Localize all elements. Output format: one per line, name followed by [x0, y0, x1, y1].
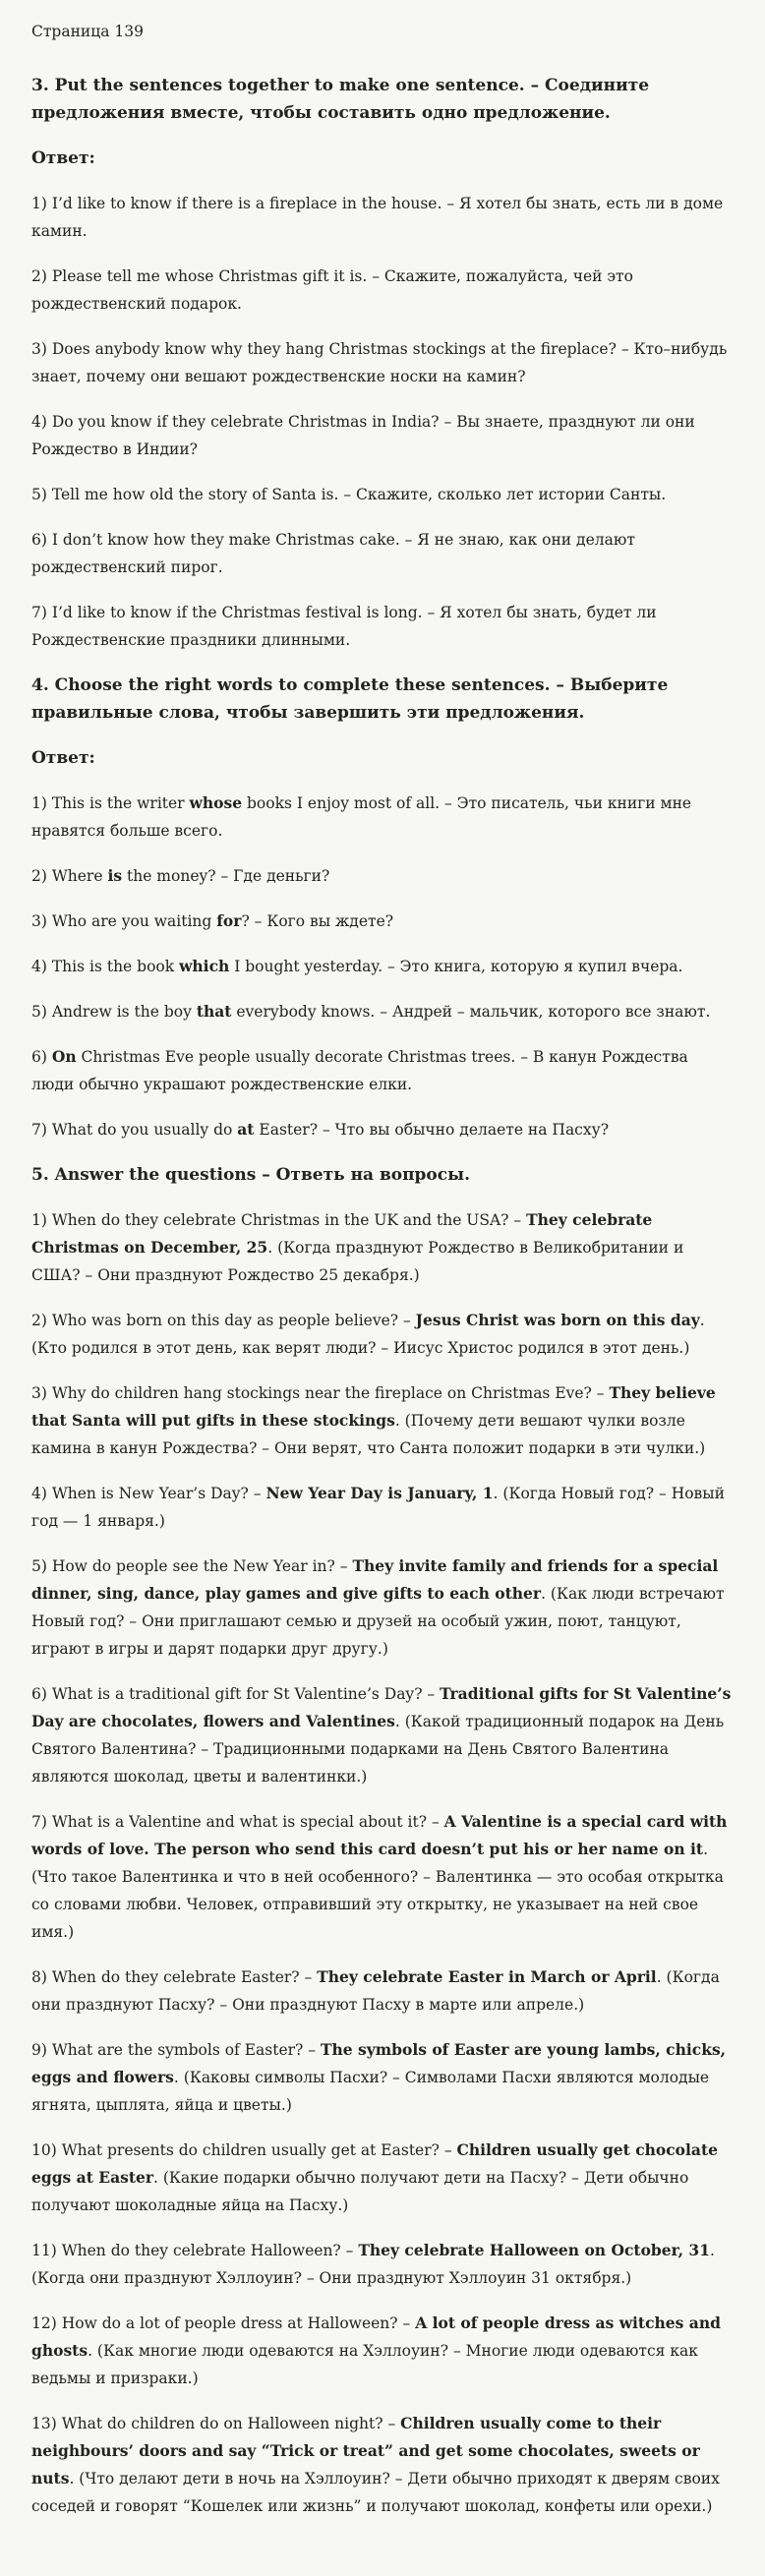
ex4-item-4-answer: which [179, 957, 230, 975]
ex5-item-6-question: 6) What is a traditional gift for St Valentine’s Day? – [31, 1685, 441, 1703]
ex5-item-8-translation: . (Когда они празднуют Пасху? – Они празднуют Пасху в марте или апреле.) [31, 1968, 720, 2014]
ex5-item-13-answer: Children usually come to their neighbours’ doors and say “Trick or treat” and get some chocolates, sweets or nuts [31, 2414, 700, 2488]
ex4-item-5-pre: 5) Andrew is the boy [31, 1003, 197, 1021]
ex5-item-6 [31, 1680, 734, 1790]
ex5-item-5-translation: . (Как люди встречают Новый год? – Они приглашают семью и друзей на особый ужин, поют, танцуют, играют в игры и дарят подарки друг другу.) [31, 1585, 725, 1658]
ex5-item-7-question: 7) What is a Valentine and what is special about it? – [31, 1813, 444, 1831]
ex4-item-6-post: Christmas Eve people usually decorate Christmas trees. – В канун Рождества люди обычно украшают рождественские елки. [31, 1048, 688, 1093]
ex5-item-4-question: 4) When is New Year’s Day? – [31, 1485, 266, 1502]
ex4-item-5-post: everybody knows. – Андрей – мальчик, которого все знают. [231, 1003, 711, 1021]
ex4-item-6-pre: 6) [31, 1048, 52, 1066]
ex5-item-9-question: 9) What are the symbols of Easter? – [31, 2041, 321, 2059]
ex5-item-8 [31, 1963, 734, 2019]
ex4-item-4 [31, 953, 734, 980]
ex4-item-7-pre: 7) What do you usually do [31, 1121, 238, 1139]
ex4-item-5 [31, 998, 734, 1025]
ex5-item-2-translation: . (Кто родился в этот день, как верят люди? – Иисус Христос родился в этот день.) [31, 1312, 705, 1357]
ex5-item-3-question: 3) Why do children hang stockings near the fireplace on Christmas Eve? – [31, 1384, 610, 1402]
ex4-item-7-post: Easter? – Что вы обычно делаете на Пасху? [254, 1121, 610, 1139]
ex4-item-1 [31, 790, 734, 845]
ex5-item-12 [31, 2310, 734, 2392]
ex5-item-10-translation: . (Какие подарки обычно получают дети на Пасху? – Дети обычно получают шоколадные яйца на Пасху.) [31, 2169, 689, 2214]
ex4-item-2 [31, 862, 734, 890]
ex5-item-1-answer: They celebrate Christmas on December, 25 [31, 1210, 653, 1257]
ex4-item-3-answer: for [216, 911, 242, 930]
ex3-item-2: 2) Please tell me whose Christmas gift it is. – Скажите, пожалуйста, чей это рождественский подарок. [31, 267, 633, 313]
ex5-item-11-translation: . (Когда они празднуют Хэллоуин? – Они празднуют Хэллоуин 31 октября.) [31, 2242, 715, 2287]
ex5-item-9-answer: The symbols of Easter are young lambs, chicks, eggs and flowers [31, 2040, 727, 2086]
ex5-item-7 [31, 1808, 734, 1946]
ex4-item-3-pre: 3) Who are you waiting [31, 912, 217, 930]
ex5-item-13 [31, 2410, 734, 2520]
ex5-item-12-answer: A lot of people dress as witches and ghosts [31, 2313, 721, 2360]
exercise-5-heading: 5. Answer the questions – Ответь на вопросы. [31, 1165, 471, 1185]
ex3-item-3: 3) Does anybody know why they hang Christmas stockings at the fireplace? – Кто–нибудь знает, почему они вешают рождественские носки на камин? [31, 340, 728, 385]
page-label: Страница 139 [31, 23, 144, 40]
ex5-item-7-translation: . (Что такое Валентинка и что в ней особенного? – Валентинка — это особая открытка со словами любви. Человек, отправивший эту открытку, не указывает на ней свое имя.) [31, 1841, 724, 1941]
ex4-item-1-post: books I enjoy most of all. – Это писатель, чьи книги мне нравятся больше всего. [31, 794, 692, 840]
ex3-item-6: 6) I don’t know how they make Christmas cake. – Я не знаю, как они делают рождественский пирог. [31, 531, 635, 576]
ex5-item-5-question: 5) How do people see the New Year in? – [31, 1557, 353, 1575]
ex4-item-4-post: I bought yesterday. – Это книга, которую я купил вчера. [229, 958, 683, 975]
ex5-item-6-translation: . (Какой традиционный подарок на День Святого Валентина? – Традиционными подарками на День Святого Валентина являются шоколад, цветы и валентинки.) [31, 1713, 725, 1786]
ex5-item-3-answer: They believe that Santa will put gifts in these stockings [31, 1383, 716, 1430]
ex4-item-2-post: the money? – Где деньги? [122, 867, 330, 885]
ex5-item-11 [31, 2237, 734, 2292]
ex5-item-4-answer: New Year Day is January, 1 [265, 1484, 494, 1502]
ex4-item-6 [31, 1043, 734, 1098]
exercise-3-heading: 3. Put the sentences together to make one sentence. – Соедините предложения вместе, чтобы составить одно предложение. [31, 76, 650, 123]
ex4-item-1-answer: whose [189, 793, 243, 812]
ex3-item-1: 1) I’d like to know if there is a fireplace in the house. – Я хотел бы знать, есть ли в доме камин. [31, 195, 724, 240]
ex5-item-13-translation: . (Что делают дети в ночь на Хэллоуин? – Дети обычно приходят к дверям своих соседей и говорят “Кошелек или жизнь” и получают шоколад, конфеты или орехи.) [31, 2470, 720, 2515]
ex5-item-4 [31, 1480, 734, 1535]
exercise-4 [31, 672, 734, 1143]
ex3-item-7: 7) I’d like to know if the Christmas festival is long. – Я хотел бы знать, будет ли Рождественские праздники длинными. [31, 604, 657, 649]
exercise-4-answer-label: Ответ: [31, 748, 95, 768]
exercise-4-heading: 4. Choose the right words to complete these sentences. – Выберите правильные слова, чтобы завершить эти предложения. [31, 675, 669, 723]
exercise-5 [31, 1161, 734, 2520]
ex4-item-6-answer: On [51, 1047, 77, 1066]
ex5-item-2 [31, 1307, 734, 1362]
ex3-item-4: 4) Do you know if they celebrate Christmas in India? – Вы знаете, празднуют ли они Рождество в Индии? [31, 413, 695, 458]
ex5-item-3-translation: . (Почему дети вешают чулки возле камина в канун Рождества? – Они верят, что Санта положит подарки в эти чулки.) [31, 1412, 706, 1457]
ex4-item-3-post: ? – Кого вы ждете? [241, 912, 394, 930]
ex5-item-10-question: 10) What presents do children usually get at Easter? – [31, 2141, 457, 2159]
exercise-3-answer-label: Ответ: [31, 148, 95, 168]
ex5-item-10 [31, 2137, 734, 2219]
ex5-item-12-question: 12) How do a lot of people dress at Halloween? – [31, 2314, 416, 2332]
ex5-item-11-answer: They celebrate Halloween on October, 31 [358, 2241, 711, 2259]
ex4-item-5-answer: that [196, 1002, 232, 1021]
ex4-item-7-answer: at [237, 1120, 255, 1139]
ex4-item-4-pre: 4) This is the book [31, 958, 180, 975]
ex5-item-7-answer: A Valentine is a special card with words of love. The person who send this card doesn’t put his or her name on it [31, 1812, 728, 1858]
ex5-item-4-translation: . (Когда Новый год? – Новый год — 1 января.) [31, 1485, 725, 1530]
exercise-3 [31, 72, 734, 654]
ex5-item-11-question: 11) When do they celebrate Halloween? – [31, 2242, 359, 2259]
ex5-item-1-question: 1) When do they celebrate Christmas in the UK and the USA? – [31, 1211, 527, 1229]
ex5-item-3 [31, 1379, 734, 1462]
ex5-item-1-translation: . (Когда празднуют Рождество в Великобритании и США? – Они празднуют Рождество 25 декабря.) [31, 1239, 684, 1284]
ex4-item-1-pre: 1) This is the writer [31, 794, 190, 812]
ex4-item-2-pre: 2) Where [31, 867, 108, 885]
ex5-item-1 [31, 1206, 734, 1289]
ex5-item-12-translation: . (Как многие люди одеваются на Хэллоуин? – Многие люди одеваются как ведьмы и призраки.) [31, 2342, 698, 2387]
ex5-item-6-answer: Traditional gifts for St Valentine’s Day are chocolates, flowers and Valentines [31, 1684, 732, 1730]
ex5-item-2-question: 2) Who was born on this day as people believe? – [31, 1312, 416, 1329]
ex4-item-2-answer: is [107, 866, 123, 885]
ex5-item-5 [31, 1552, 734, 1663]
ex4-item-3 [31, 907, 734, 935]
ex5-item-10-answer: Children usually get chocolate eggs at Easter [31, 2140, 718, 2187]
ex5-item-5-answer: They invite family and friends for a special dinner, sing, dance, play games and give gifts to each other [31, 1556, 719, 1603]
ex4-item-7 [31, 1116, 734, 1143]
ex5-item-13-question: 13) What do children do on Halloween night? – [31, 2415, 401, 2432]
ex3-item-5: 5) Tell me how old the story of Santa is. – Скажите, сколько лет истории Санты. [31, 486, 667, 503]
ex5-item-9-translation: . (Каковы символы Пасхи? – Символами Пасхи являются молодые ягнята, цыплята, яйца и цветы.) [31, 2069, 710, 2114]
ex5-item-8-question: 8) When do they celebrate Easter? – [31, 1968, 318, 1986]
ex5-item-2-answer: Jesus Christ was born on this day [415, 1311, 700, 1329]
ex5-item-9 [31, 2036, 734, 2119]
ex5-item-8-answer: They celebrate Easter in March or April [317, 1967, 657, 1986]
